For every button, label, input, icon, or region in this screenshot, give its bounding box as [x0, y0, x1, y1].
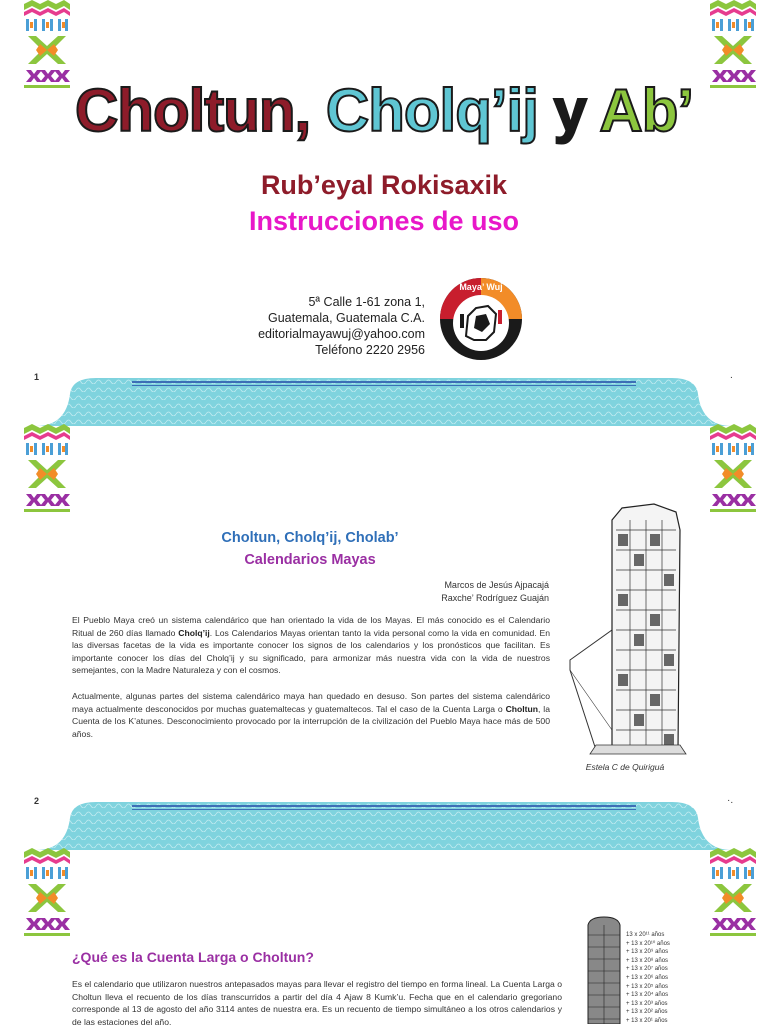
- section-heading: Choltun, Cholq’ij, Cholab’: [221, 530, 399, 546]
- figure-caption: Estela C de Quiriguá: [585, 762, 665, 772]
- logo-text: Maya’ Wuj: [459, 282, 503, 292]
- paragraph-text: El Pueblo Maya creó un sistema calendárico que han orientado la vida de los Mayas. El más conocido es el Calendario Ritual de 260 días llamado: [72, 615, 550, 638]
- bold-term: Cholq’ij: [178, 627, 210, 638]
- section-heading: ¿Qué es la Cuenta Larga o Choltun?: [72, 949, 314, 965]
- long-count-row: + 13 x 20¹⁰ años: [626, 940, 670, 947]
- phone-line: Teléfono 2220 2956: [315, 343, 425, 357]
- paragraph-text: . Los Calendarios Mayas orientan tanto la vida personal como la vida en comunidad. En las diversas facetas de la vida es importante conocer los signos de los calendarios y los pronósticos que facilitan. Es importante conocer los días del Cholq’ij y su significado, para armonizar más nuestra vida con la vida de nuestros semejantes, con la Madre Naturaleza y con el cosmos.: [72, 627, 550, 676]
- stela-illustration: [584, 915, 624, 1024]
- long-count-row: 13 x 20¹¹ años: [626, 932, 665, 938]
- paragraph: Es el calendario que utilizaron nuestros antepasados mayas para llevar el registro del tiempo en forma lineal. La Cuenta Larga o Choltun lleva el recuento de los días transcurridos a partir del día 4 Ajaw 8 Kumk’u. Fecha que en el calendario gregoriano corresponde al 13 de agosto del año 3114 antes de nuestra era. Es un recuento de tiempo simultáneo a los otros calendarios y de las estaciones del año.: [72, 979, 562, 1027]
- paragraph-text: , la Cuenta de los K’atunes. Desconocimiento provocado por la interrupción de la civilización del Pueblo Maya hace más de 500 años.: [72, 703, 550, 739]
- address-line: 5ª Calle 1-61 zona 1,: [308, 295, 425, 309]
- address-line: Guatemala, Guatemala C.A.: [267, 311, 425, 325]
- weave-ornament-left: [22, 848, 72, 938]
- paragraph: [72, 614, 550, 677]
- long-count-row: + 13 x 20⁴ años: [626, 992, 669, 999]
- title-ab: Ab’: [599, 77, 694, 144]
- maya-wuj-logo: [438, 276, 524, 362]
- page-dot: .: [730, 370, 733, 381]
- long-count-row: + 13 x 20¹ años: [626, 1017, 668, 1024]
- paragraph-text: Actualmente, algunas partes del sistema calendárico maya han quedado en desuso. Son partes del sistema calendárico maya actualmente desconocidos por muchas guatemaltecas y guatemaltecos. Tal el caso de la Cuenta Larga o: [72, 691, 550, 714]
- long-count-row: + 13 x 20⁶ años: [626, 974, 668, 981]
- author-name: Raxche’ Rodríguez Guaján: [441, 593, 549, 603]
- page-dot: ·.: [727, 795, 734, 806]
- section-subheading: Calendarios Mayas: [244, 552, 376, 568]
- title-y: y: [553, 77, 586, 144]
- title-cholqij: Cholq’ij: [325, 77, 538, 144]
- weave-ornament-left: [22, 424, 72, 514]
- stela-illustration: [566, 500, 690, 758]
- long-count-row: + 13 x 20³ años: [626, 1000, 668, 1007]
- long-count-row: + 13 x 20⁵ años: [626, 983, 669, 990]
- bold-term: Choltun: [505, 703, 539, 714]
- email-link[interactable]: editorialmayawuj@yahoo.com: [258, 327, 425, 341]
- long-count-list: [626, 931, 670, 1026]
- page-divider-band: [36, 800, 732, 850]
- page-number: 1: [34, 372, 40, 382]
- weave-ornament-right: [708, 424, 758, 514]
- page-divider-band: [36, 376, 732, 426]
- cover-subtitle: Rub’eyal Rokisaxik: [260, 170, 508, 200]
- weave-ornament-right: [708, 848, 758, 938]
- publisher-address: [258, 294, 425, 358]
- long-count-row: + 13 x 20⁷ años: [626, 966, 668, 973]
- paragraph: [72, 690, 550, 740]
- cover-subtitle-spanish: Instrucciones de uso: [248, 206, 520, 236]
- page-number: 2: [34, 796, 40, 806]
- long-count-row: + 13 x 20² años: [626, 1009, 668, 1016]
- long-count-row: + 13 x 20⁹ años: [626, 949, 669, 956]
- title-choltun: Choltun,: [74, 77, 311, 144]
- cover-title: [0, 76, 768, 145]
- long-count-row: + 13 x 20⁸ años: [626, 957, 669, 964]
- authors: [441, 579, 549, 605]
- author-name: Marcos de Jesús Ajpacajá: [444, 580, 549, 590]
